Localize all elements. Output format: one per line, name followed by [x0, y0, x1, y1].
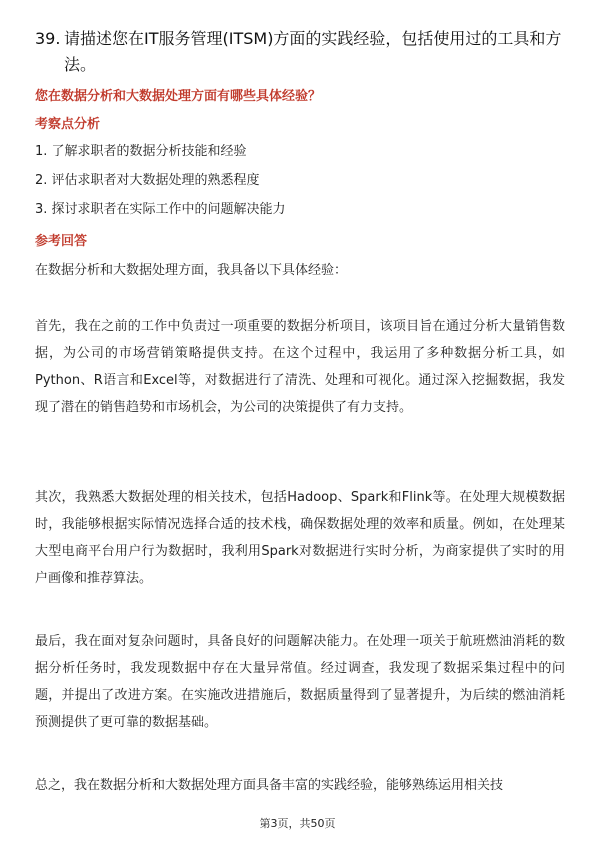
analysis-point-3: 3. 探讨求职者在实际工作中的问题解决能力 [35, 202, 286, 217]
answer-paragraph-3: 最后，我在面对复杂问题时，具备良好的问题解决能力。在处理一项关于航班燃油消耗的数据分析任务时，我发现数据中存在大量异常值。经过调查，我发现了数据采集过程中的问题，并提出了改进方案。在实施改进措施后，数据质量得到了显著提升，为后续的燃油消耗预测提供了更可靠的数据基础。 [35, 634, 565, 730]
answer-paragraph-4: 总之，我在数据分析和大数据处理方面具备丰富的实践经验，能够熟练运用相关技 [35, 778, 504, 793]
answer-paragraph-2: 其次，我熟悉大数据处理的相关技术，包括Hadoop、Spark和Flink等。在处理大规模数据时，我能够根据实际情况选择合适的技术栈，确保数据处理的效率和质量。例如，在处理某大型电商平台用户行为数据时，我利用Spark对数据进行实时分析，为商家提供了实时的用户画像和推荐算法。 [35, 490, 565, 586]
answer-paragraph-1: 首先，我在之前的工作中负责过一项重要的数据分析项目，该项目旨在通过分析大量销售数据，为公司的市场营销策略提供支持。在这个过程中，我运用了多种数据分析工具，如Python、R语言和Excel等，对数据进行了清洗、处理和可视化。通过深入挖掘数据，我发现了潜在的销售趋势和市场机会，为公司的决策提供了有力支持。 [35, 319, 565, 415]
analysis-heading: 考察点分析 [35, 117, 101, 132]
answer-heading: 参考回答 [35, 234, 88, 249]
answer-intro: 在数据分析和大数据处理方面，我具备以下具体经验： [35, 263, 348, 278]
analysis-point-1: 1. 了解求职者的数据分析技能和经验 [35, 144, 247, 159]
page-footer: 第3页，共50页 [259, 817, 336, 830]
question-text: 请描述您在IT服务管理(ITSM)方面的实践经验，包括使用过的工具和方法。 [64, 29, 562, 74]
analysis-point-2: 2. 评估求职者对大数据处理的熟悉程度 [35, 173, 260, 188]
question-title [35, 26, 565, 78]
sub-question: 您在数据分析和大数据处理方面有哪些具体经验？ [35, 89, 322, 104]
question-number: 39. [35, 29, 61, 48]
